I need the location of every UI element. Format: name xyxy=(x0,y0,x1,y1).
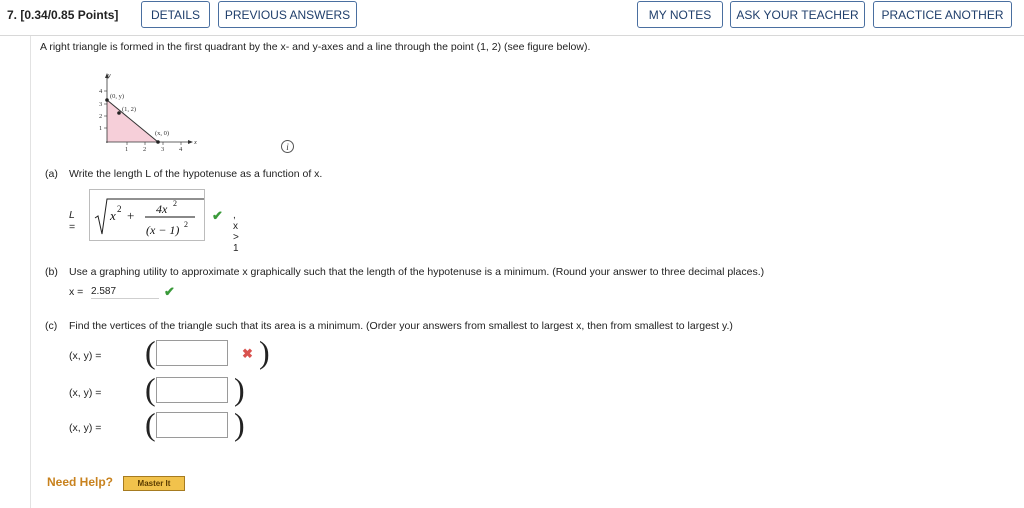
part-a-text: Write the length L of the hypotenuse as a function of x. xyxy=(69,168,323,180)
y-tick-3: 3 xyxy=(99,101,103,108)
question-content xyxy=(30,36,1024,508)
details-button[interactable]: DETAILS xyxy=(141,1,210,28)
my-notes-button[interactable]: MY NOTES xyxy=(637,1,723,28)
part-c-input-1[interactable] xyxy=(156,340,228,366)
y-tick-4: 4 xyxy=(99,88,103,95)
master-it-button[interactable]: Master It xyxy=(123,476,185,491)
part-c-question xyxy=(45,320,733,332)
x-tick-1: 1 xyxy=(125,146,129,153)
formula-x-exp: 2 xyxy=(117,204,122,214)
need-help-label: Need Help? xyxy=(47,475,114,489)
part-a-question xyxy=(45,168,322,180)
part-b-letter: (b) xyxy=(45,266,58,278)
y-axis-label: y xyxy=(108,72,111,79)
practice-another-button[interactable]: PRACTICE ANOTHER xyxy=(873,1,1012,28)
close-paren: ) xyxy=(259,334,270,370)
formula-numerator: 4x xyxy=(156,202,168,216)
part-b-lhs: x = xyxy=(69,286,84,298)
point-0-y xyxy=(105,98,109,102)
x-tick-4: 4 xyxy=(179,146,183,153)
question-number: 7. [0.34/0.85 Points] xyxy=(7,8,119,22)
open-paren: ( xyxy=(145,406,156,442)
part-c-input-3[interactable] xyxy=(156,412,228,438)
part-b-text: Use a graphing utility to approximate x graphically such that the length of the hypotenuse is a minimum. (Round your answer to three decimal places.) xyxy=(69,266,765,278)
part-c-label: (x, y) = xyxy=(69,387,102,399)
part-b-answer-row xyxy=(69,284,175,299)
formula-plus: + xyxy=(127,208,135,223)
part-a-letter: (a) xyxy=(45,168,58,180)
y-tick-1: 1 xyxy=(99,125,103,132)
check-icon: ✔ xyxy=(164,284,175,299)
part-c-text: Find the vertices of the triangle such that its area is a minimum. (Order your answers from smallest to largest x, then from smallest to largest y.) xyxy=(69,320,733,332)
part-a-answer-box[interactable] xyxy=(89,189,205,241)
part-b-input[interactable] xyxy=(91,284,159,299)
part-b-question xyxy=(45,266,764,278)
part-c-label: (x, y) = xyxy=(69,350,102,362)
check-icon: ✔ xyxy=(212,208,223,223)
x-tick-3: 3 xyxy=(161,146,165,153)
open-paren: ( xyxy=(145,334,156,370)
x-axis-arrow xyxy=(188,140,193,144)
formula-denominator-exp: 2 xyxy=(184,220,188,229)
x-axis-label: x xyxy=(194,139,197,146)
open-paren: ( xyxy=(145,371,156,407)
part-c-input-2[interactable] xyxy=(156,377,228,403)
y-tick-2: 2 xyxy=(99,113,103,120)
formula-numerator-exp: 2 xyxy=(173,199,177,208)
point-x-0 xyxy=(156,140,160,144)
formula-denominator: (x − 1) xyxy=(146,223,180,237)
part-a-condition: , x > 1 xyxy=(233,210,239,254)
point-mid-label: (1, 2) xyxy=(122,106,137,113)
previous-answers-button[interactable]: PREVIOUS ANSWERS xyxy=(218,1,357,28)
close-paren: ) xyxy=(234,371,245,407)
formula-x: x xyxy=(110,208,116,223)
part-c-letter: (c) xyxy=(45,320,58,332)
point-right-label: (x, 0) xyxy=(155,130,170,137)
info-icon[interactable]: i xyxy=(281,140,294,153)
point-1-2 xyxy=(117,111,121,115)
close-paren: ) xyxy=(234,406,245,442)
part-a-lhs: L = xyxy=(69,209,76,233)
ask-teacher-button[interactable]: ASK YOUR TEACHER xyxy=(730,1,865,28)
part-c-label: (x, y) = xyxy=(69,422,102,434)
x-icon: ✖ xyxy=(242,346,253,361)
triangle-figure xyxy=(83,69,203,154)
part-a-formula xyxy=(90,190,206,242)
x-tick-2: 2 xyxy=(143,146,147,153)
question-header xyxy=(0,0,1024,36)
point-top-label: (0, y) xyxy=(110,93,125,100)
question-prompt: A right triangle is formed in the first quadrant by the x- and y-axes and a line through the point (1, 2) (see figure below). xyxy=(40,41,591,53)
